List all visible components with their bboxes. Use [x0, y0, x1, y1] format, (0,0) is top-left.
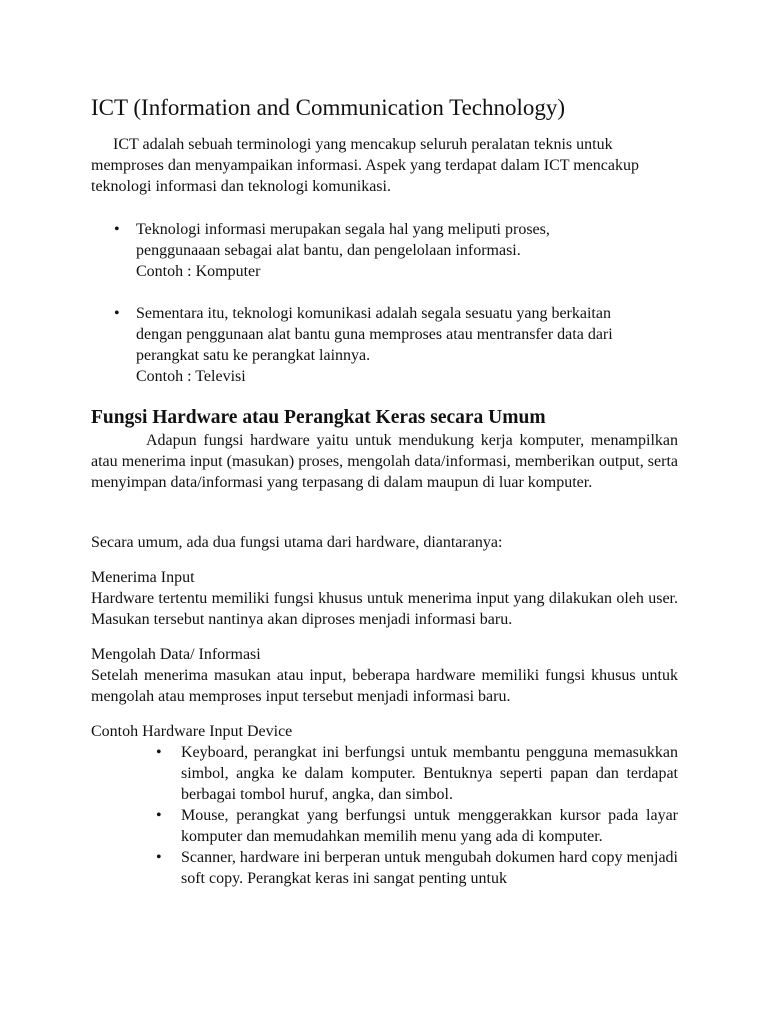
bullet-line: Contoh : Komputer [136, 263, 261, 280]
list-item [91, 219, 691, 282]
ict-bullet-list [91, 219, 691, 282]
bullet-icon: • [156, 849, 162, 866]
input-device-list [156, 742, 678, 889]
bullet-icon: • [156, 744, 162, 761]
list-item [91, 303, 691, 387]
list-item [156, 805, 678, 847]
function-2-text: Setelah menerima masukan atau input, beberapa hardware memiliki fungsi khusus untuk mengolah atau memproses input tersebut menjadi informasi baru. [91, 667, 678, 705]
bullet-line: dengan penggunaan alat bantu guna memproses atau mentransfer data dari [136, 326, 613, 343]
section-paragraph: Adapun fungsi hardware yaitu untuk mendukung kerja komputer, menampilkan atau menerima input (masukan) proses, mengolah data/informasi, memberikan output, serta menyimpan data/informasi yang terpasang di dalam maupun di luar komputer. [91, 432, 678, 491]
bullet-line: Teknologi informasi merupakan segala hal yang meliputi proses, [136, 221, 550, 238]
ict-bullet-list-2 [91, 303, 691, 387]
bullet-line: penggunaaan sebagai alat bantu, dan pengelolaan informasi. [136, 242, 521, 259]
input-device-text: Keyboard, perangkat ini berfungsi untuk membantu pengguna memasukkan simbol, angka ke dalam komputer. Bentuknya seperti papan dan terdapat berbagai tombol huruf, angka, dan simbol. [181, 744, 678, 803]
function-1-title: Menerima Input [91, 569, 195, 586]
functions-intro: Secara umum, ada dua fungsi utama dari hardware, diantaranya: [91, 534, 503, 551]
list-item [156, 742, 678, 805]
bullet-icon: • [114, 305, 120, 322]
list-item [156, 847, 678, 889]
function-2-title: Mengolah Data/ Informasi [91, 646, 261, 663]
section-heading: Fungsi Hardware atau Perangkat Keras secara Umum [91, 407, 546, 428]
bullet-line: perangkat satu ke perangkat lainnya. [136, 347, 371, 364]
intro-paragraph: ICT adalah sebuah terminologi yang mencakup seluruh peralatan teknis untuk memproses dan menyampaikan informasi. Aspek yang terdapat dalam ICT mencakup teknologi informasi dan teknologi komunikasi. [91, 136, 639, 195]
bullet-icon: • [156, 807, 162, 824]
bullet-line: Contoh : Televisi [136, 368, 246, 385]
page-title: ICT (Information and Communication Technology) [91, 95, 566, 120]
function-1-text: Hardware tertentu memiliki fungsi khusus untuk menerima input yang dilakukan oleh user. Masukan tersebut nantinya akan diproses menjadi informasi baru. [91, 590, 678, 628]
input-device-text: Scanner, hardware ini berperan untuk mengubah dokumen hard copy menjadi soft copy. Perangkat keras ini sangat penting untuk [181, 849, 678, 887]
input-devices-title: Contoh Hardware Input Device [91, 723, 293, 740]
bullet-icon: • [114, 221, 120, 238]
input-device-text: Mouse, perangkat yang berfungsi untuk menggerakkan kursor pada layar komputer dan memudahkan memilih menu yang ada di komputer. [181, 807, 678, 845]
bullet-line: Sementara itu, teknologi komunikasi adalah segala sesuatu yang berkaitan [136, 305, 611, 322]
